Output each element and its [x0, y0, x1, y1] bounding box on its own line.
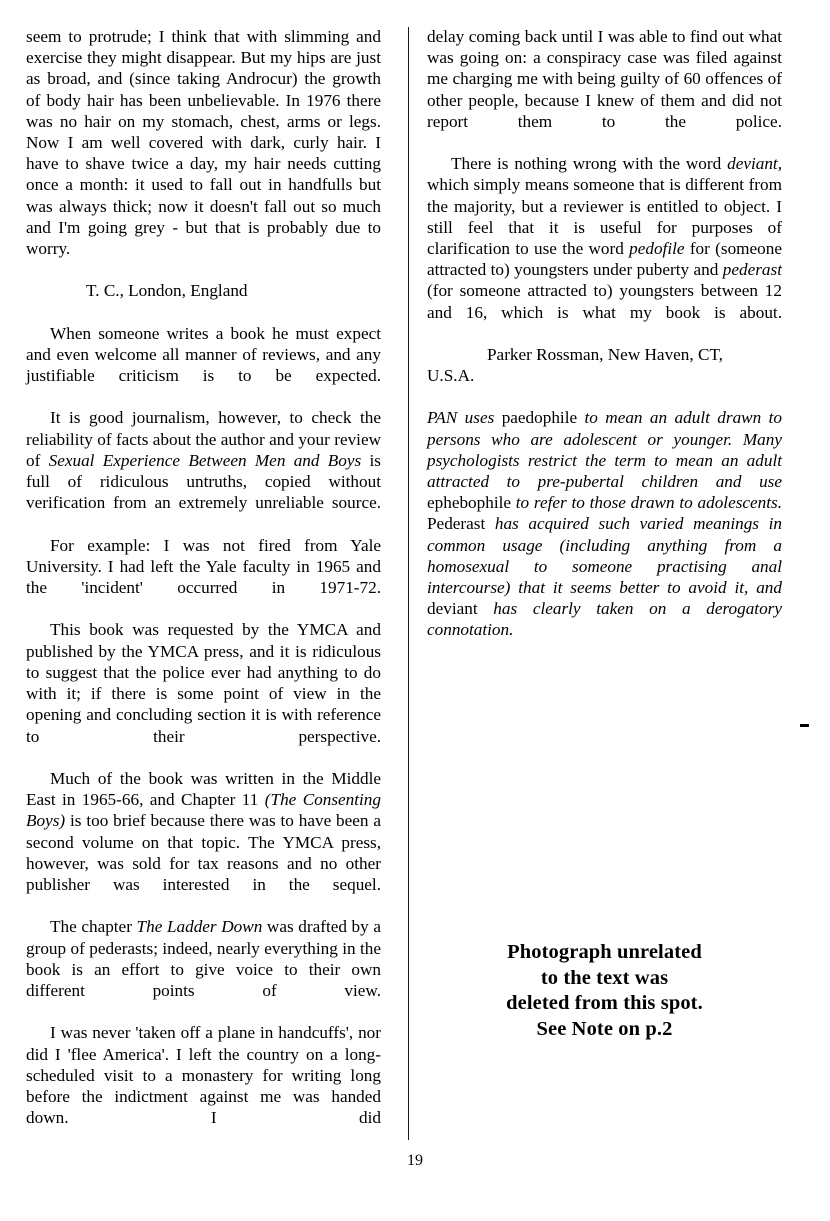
- text-run: for (someone attracted to) youngsters under puberty and: [427, 239, 782, 280]
- chapter-title-consenting-boys: (The Consenting Boys): [26, 790, 381, 831]
- text-run: is too brief because there was to have been a second volume on that topic. The YMCA press, however, was sold for tax reasons and no other publisher was interested in the sequel.: [26, 811, 381, 894]
- term-ephebophile: ephebophile: [427, 493, 511, 513]
- signature-parker-rossman-line-2: U.S.A.: [427, 366, 475, 386]
- chapter-title-ladder-down: The Ladder Down: [136, 917, 263, 937]
- text-run: (for someone attracted to) youngsters between 12 and 16, which is what my book is about.: [427, 281, 782, 322]
- paragraph-middle-east-chapter: [26, 768, 381, 916]
- paragraph-nothing-wrong-deviant: [427, 153, 782, 344]
- signature-t-c-london: T. C., London, England: [86, 281, 248, 301]
- term-pederast: pederast: [722, 260, 782, 280]
- left-column: [26, 26, 381, 1150]
- paragraph-spacer: [26, 302, 381, 323]
- term-deviant-roman: deviant: [427, 599, 478, 619]
- paragraph-ladder-down: [26, 916, 381, 1022]
- text-run: PAN uses: [427, 408, 502, 428]
- text-run: was drafted by a group of pederasts; indeed, nearly everything in the book is an effort to give voice to their own different points of view.: [26, 917, 381, 1000]
- signature-parker-rossman-line-1: Parker Rossman, New Haven, CT,: [487, 345, 723, 365]
- term-pedofile: pedofile: [629, 239, 685, 259]
- term-deviant: deviant,: [727, 154, 782, 174]
- editorial-note-pan-terminology: [427, 407, 782, 661]
- text-run: There is nothing wrong with the word: [451, 154, 728, 174]
- text-run: Much of the book was written in the Middle East in 1965-66, and Chapter 11: [26, 768, 381, 810]
- text-run: has clearly taken on a derogatory connotation.: [427, 599, 782, 640]
- paragraph-ymca-press: This book was requested by the YMCA and published by the YMCA press, and it is ridiculous to suggest that the police ever had anything to do with it; if there is some point of view in the opening and concluding section it is with reference to their perspective.: [26, 620, 381, 746]
- page-number: 19: [407, 1152, 423, 1169]
- paragraph-conspiracy-case: delay coming back until I was able to find out what was going on: a conspiracy case was filed against me charging me with being guilty of 60 offences of other people, because I knew of them and did not report them to the police.: [427, 27, 782, 131]
- paragraph-when-someone-writes: When someone writes a book he must expect and even welcome all manner of reviews, and any justifiable criticism is to be expected.: [26, 323, 381, 386]
- paragraph-handcuffs-monastery: I was never 'taken off a plane in handcuffs', nor did I 'flee America'. I left the country on a long-scheduled visit to a monastery for writing long before the indictment against me was handed down. I did: [26, 1023, 381, 1128]
- text-run: is full of ridiculous untruths, copied without verification from an extremely unreliable source.: [26, 450, 381, 513]
- paragraph-good-journalism: [26, 407, 381, 534]
- deleted-photo-notice: [427, 940, 782, 1042]
- term-pederast-roman: Pederast: [427, 514, 486, 534]
- term-paedophile: paedophile: [501, 408, 578, 428]
- right-column: [427, 26, 782, 662]
- paragraph-letter-one-body: seem to protrude; I think that with slimming and exercise they might disappear. But my hips are just as broad, and (since taking Androcur) the growth of body hair has been unbelievable. In 1976 there was no hair on my stomach, chest, arms or legs. Now I am well covered with dark, curly hair. I have to shave twice a day, my hair needs cutting once a month: it used to fall out in handfulls but was always thick; now it doesn't fall out so much and I'm going grey - but that is probably due to worry.: [26, 27, 381, 259]
- text-run: has acquired such varied meanings in common usage (including anything from a homosexual to someone practising anal intercourse) that it seems better to avoid it, and: [427, 514, 782, 598]
- notice-line-2: to the text was: [540, 966, 669, 989]
- text-run: The chapter: [50, 917, 137, 937]
- paragraph-for-example-yale: For example: I was not fired from Yale University. I had left the Yale faculty in 1965 and the 'incident' occurred in 1971-72.: [26, 535, 381, 598]
- notice-line-4: See Note on p.2: [536, 1017, 673, 1040]
- book-title-sexual-experience: Sexual Experience Between Men and Boys: [48, 450, 362, 470]
- text-run: to mean an adult drawn to persons who are adolescent or younger. Many psychologists restrict the term to mean an adult attracted to pre-pubertal children and use: [427, 408, 782, 492]
- text-run: It is good journalism, however, to check the reliability of facts about the author and your review of: [26, 408, 381, 470]
- text-run: to refer to those drawn to adolescents.: [511, 493, 782, 513]
- text-run: which simply means someone that is different from the majority, but a reviewer is entitled to object. I still feel that it is useful for purposes of clarification to use the word: [427, 175, 782, 259]
- notice-line-1: Photograph unrelated: [507, 941, 702, 963]
- notice-line-3: deleted from this spot.: [506, 992, 703, 1014]
- paragraph-spacer: [427, 386, 782, 407]
